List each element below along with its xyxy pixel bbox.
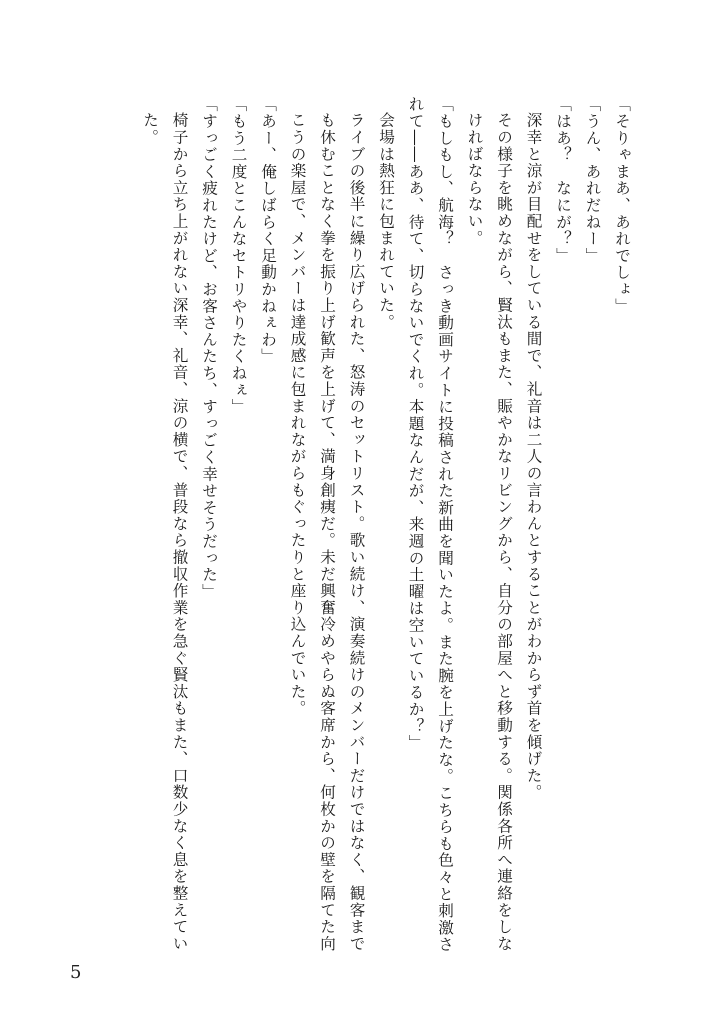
- paragraph: その様子を眺めながら、賢汰もまた、賑やかなリビングから、自分の部屋へと移動する。関係各所へ連絡をしなければならない。: [465, 111, 513, 952]
- vertical-text-body: [76, 96, 636, 956]
- paragraph: 深幸と涼が目配せをしている間で、礼音は二人の言わんとすることがわからず首を傾げた。: [524, 111, 543, 801]
- paragraph: 「そりゃまあ、あれでしょ」: [613, 96, 631, 315]
- paragraph: 「はあ？ なにが？」: [554, 96, 572, 264]
- paragraph: 「もしもし、航海？ さっき動画サイトに投稿された新曲を聞いたよ。また腕を上げたな。こちらも色々と刺激されて――ああ、待て、切らないでくれ。本題なんだが、来週の土曜は空いているか？」: [406, 96, 454, 953]
- page-number: 5: [70, 962, 82, 983]
- paragraph: 「あー、俺しばらく足動かねぇわ」: [259, 96, 277, 365]
- paragraph: 会場は熱狂に包まれていた。: [377, 111, 395, 330]
- paragraph: 「すっごく疲れたけど、お客さんたち、すっごく幸せそうだった」: [200, 96, 218, 600]
- paragraph: 椅子から立ち上がれない深幸、礼音、涼の横で、普段なら撤収作業を急ぐ賢汰もまた、口数少なく息を整えていた。: [141, 111, 189, 952]
- paragraph: 「もう二度とこんなセトリやりたくねぇ」: [229, 96, 248, 416]
- paragraph: 「うん、あれだねー」: [583, 96, 602, 264]
- paragraph: ライブの後半に繰り広げられた、怒涛のセットリスト。歌い続け、演奏続けのメンバーだけではなく、観客までも休むことなく拳を振り上げ歓声を上げて、満身創痍だ。未だ興奮冷めやらぬ客席から、何枚かの壁を隔てた向こうの楽屋で、メンバーは達成感に包まれながらもぐったりと座り込んでいた。: [288, 111, 366, 952]
